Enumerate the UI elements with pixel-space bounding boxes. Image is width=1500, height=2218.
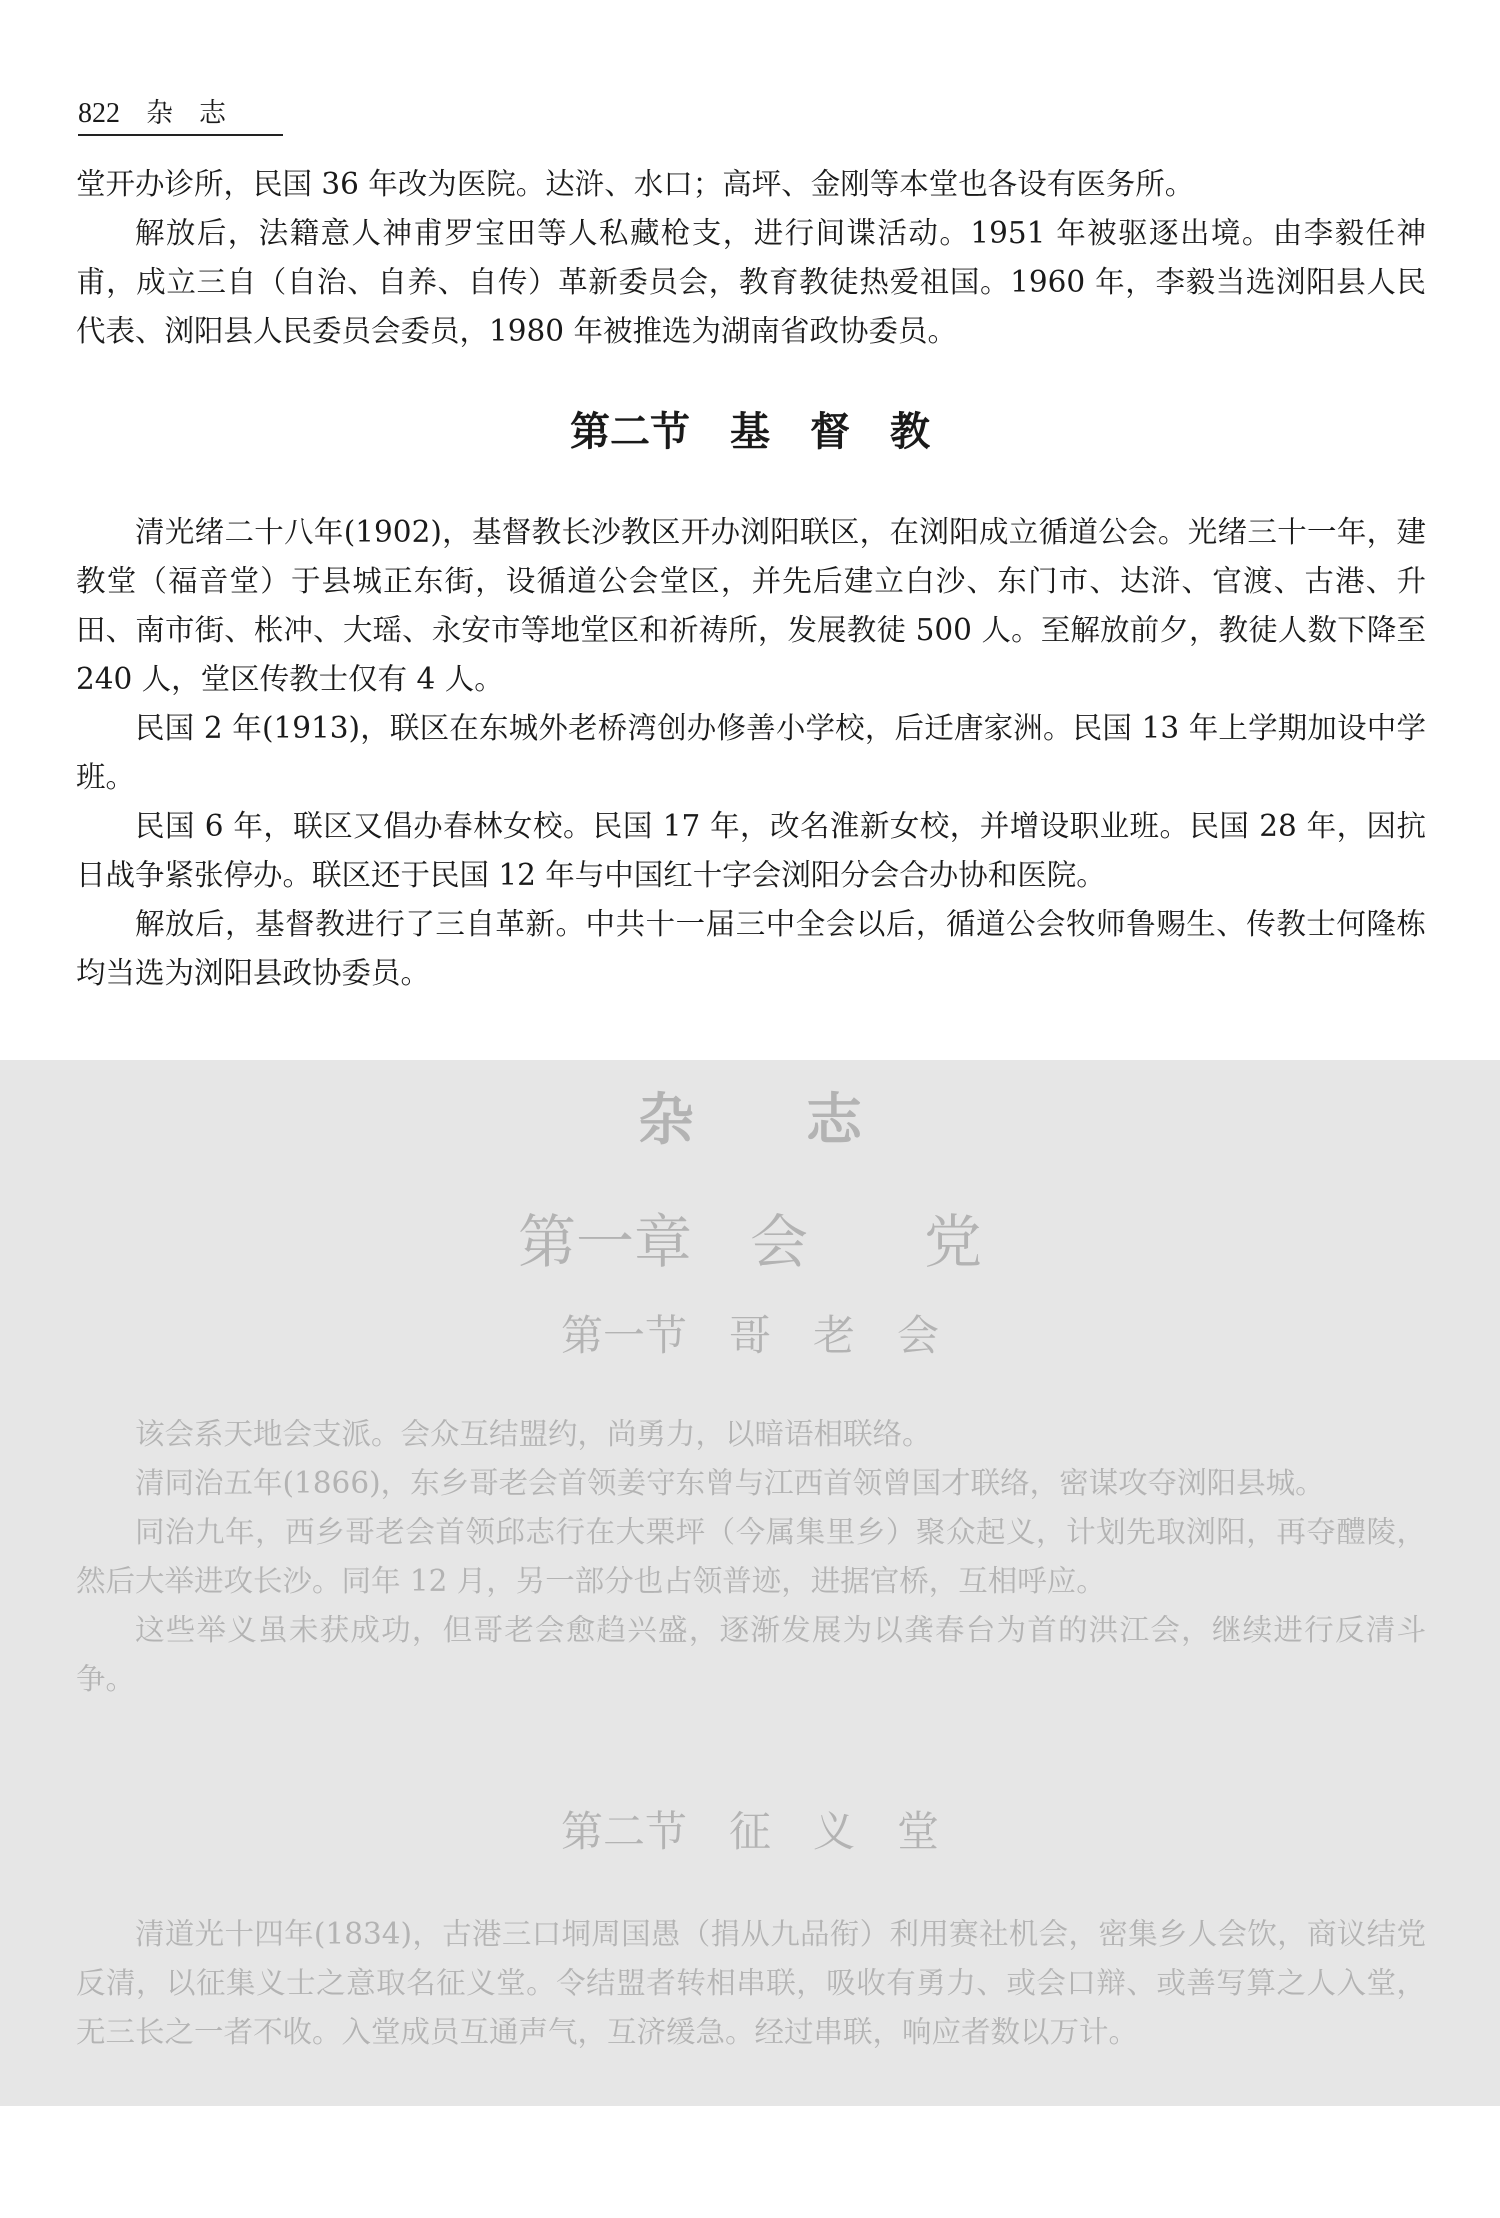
running-header — [78, 94, 283, 136]
paragraph: 清同治五年(1866)，东乡哥老会首领姜守东曾与江西首领曾国才联络，密谋攻夺浏阳县城。 — [135, 1466, 1325, 1500]
paragraph: 这些举义虽未获成功，但哥老会愈趋兴盛，逐渐发展为以龚春台为首的洪江会，继续进行反清斗争。 — [76, 1613, 1426, 1696]
zhengyitang-text — [76, 1910, 1426, 2057]
paragraph: 民国 6 年，联区又倡办春林女校。民国 17 年，改名淮新女校，并增设职业班。民国 28 年，因抗日战争紧张停办。联区还于民国 12 年与中国红十字会浏阳分会合办协和医院。 — [76, 809, 1426, 892]
section-title-zhengyitang: 第二节 征 义 堂 — [560, 1807, 939, 1856]
gelaohui-text — [76, 1410, 1426, 1704]
paragraph: 该会系天地会支派。会众互结盟约，尚勇力，以暗语相联络。 — [135, 1417, 932, 1451]
paragraph: 同治九年，西乡哥老会首领邱志行在大栗坪（今属集里乡）聚众起义，计划先取浏阳，再夺醴陵，然后大举进攻长沙。同年 12 月，另一部分也占领普迹，进据官桥，互相呼应。 — [76, 1515, 1426, 1598]
paragraph: 清光绪二十八年(1902)，基督教长沙教区开办浏阳联区，在浏阳成立循道公会。光绪三十一年，建教堂（福音堂）于县城正东街，设循道公会堂区，并先后建立白沙、东门市、达浒、官渡、古港、升田、南市街、枨冲、大瑶、永安市等地堂区和祈祷所，发展教徒 500 人。至解放前夕，教徒人数下降至 240 人，堂区传教士仅有 4 人。 — [76, 515, 1426, 696]
paragraph: 民国 2 年(1913)，联区在东城外老桥湾创办修善小学校，后迁唐家洲。民国 13 年上学期加设中学班。 — [76, 711, 1426, 794]
continued-text — [76, 160, 1426, 356]
section-title-christianity: 第二节 基 督 教 — [570, 408, 930, 455]
christianity-text — [76, 508, 1426, 998]
running-title: 杂志 — [146, 98, 252, 129]
paragraph: 解放后，法籍意人神甫罗宝田等人私藏枪支，进行间谍活动。1951 年被驱逐出境。由李毅任神甫，成立三自（自治、自养、自传）革新委员会，教育教徒热爱祖国。1960 年，李毅当选浏阳县人民代表、浏阳县人民委员会委员，1980 年被推选为湖南省政协委员。 — [76, 216, 1426, 348]
faded-overlay-section — [0, 1060, 1500, 2106]
section-title-gelaohui: 第一节 哥 老 会 — [560, 1311, 939, 1360]
part-title: 杂 志 — [638, 1087, 862, 1153]
paragraph: 解放后，基督教进行了三自革新。中共十一届三中全会以后，循道公会牧师鲁赐生、传教士何隆栋均当选为浏阳县政协委员。 — [76, 907, 1426, 990]
paragraph: 堂开办诊所，民国 36 年改为医院。达浒、水口；高坪、金刚等本堂也各设有医务所。 — [76, 167, 1195, 201]
page-number: 822 — [78, 98, 120, 129]
paragraph: 清道光十四年(1834)，古港三口垌周国愚（捐从九品衔）利用赛社机会，密集乡人会饮，商议结党反清，以征集义士之意取名征义堂。令结盟者转相串联，吸收有勇力、或会口辩、或善写算之人入堂，无三长之一者不收。入堂成员互通声气，互济缓急。经过串联，响应者数以万计。 — [76, 1917, 1426, 2049]
chapter-title: 第一章 会 党 — [517, 1208, 982, 1276]
